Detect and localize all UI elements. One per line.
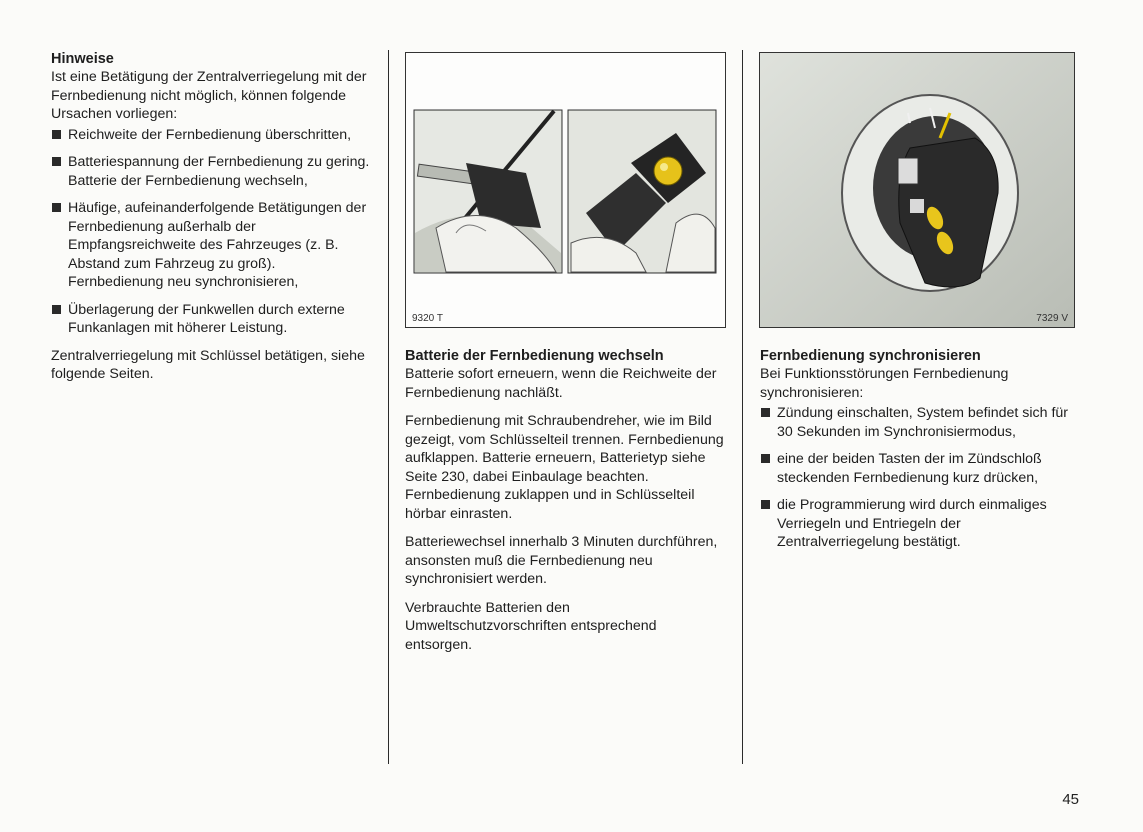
battery-change-heading: Batterie der Fernbedienung wechseln: [405, 348, 664, 364]
column-divider-right: [742, 50, 743, 764]
left-column: [51, 50, 374, 394]
page-number: 45: [1062, 791, 1079, 808]
notes-bullet: Häufige, aufeinanderfolgende Betätigungen der Fernbedienung außerhalb der Empfangsreichweite des Fahrzeuges (z. B. Abstand zum Fahrzeug zu groß). Fernbedienung neu synchronisieren,: [51, 199, 374, 292]
column-divider-left: [388, 50, 389, 764]
synchronize-figure: [759, 52, 1075, 328]
battery-paragraph: Batterie sofort erneuern, wenn die Reichweite der Fernbedienung nachläßt.: [405, 366, 717, 401]
battery-change-illustration: [406, 53, 725, 327]
battery-paragraph: Batteriewechsel innerhalb 3 Minuten durchführen, ansonsten muß die Fernbedienung neu synchronisiert werden.: [405, 534, 718, 587]
battery-paragraph: Verbrauchte Batterien den Umweltschutzvorschriften entsprechend entsorgen.: [405, 599, 657, 653]
synchronize-intro: Bei Funktionsstörungen Fernbedienung synchronisieren:: [760, 366, 1009, 401]
synchronize-bullet-list: [760, 404, 1078, 552]
battery-change-figure: [405, 52, 726, 328]
notes-bullet: Reichweite der Fernbedienung überschritten,: [51, 126, 374, 145]
notes-bullet: Batteriespannung der Fernbedienung zu gering. Batterie der Fernbedienung wechseln,: [51, 153, 374, 190]
synchronize-bullet: die Programmierung wird durch einmaliges Verriegeln und Entriegeln der Zentralverriegelung bestätigt.: [760, 496, 1078, 552]
middle-column: [405, 347, 725, 664]
ignition-key-illustration: [760, 53, 1074, 327]
notes-heading: Hinweise: [51, 51, 114, 67]
battery-paragraph: Fernbedienung mit Schraubendreher, wie im Bild gezeigt, vom Schlüsselteil trennen. Fernbedienung aufklappen. Batterie erneuern, Batterietyp siehe Seite 230, dabei Einbaulage beachten. Fernbedienung zuklappen und in Schlüsselteil hörbar einrasten.: [405, 413, 724, 522]
synchronize-bullet: eine der beiden Tasten der im Zündschloß steckenden Fernbedienung kurz drücken,: [760, 450, 1078, 487]
right-column: [760, 347, 1078, 561]
synchronize-heading: Fernbedienung synchronisieren: [760, 348, 981, 364]
notes-intro: Ist eine Betätigung der Zentralverriegelung mit der Fernbedienung nicht möglich, können folgende Ursachen vorliegen:: [51, 69, 367, 122]
notes-bullet: Überlagerung der Funkwellen durch externe Funkanlagen mit höherer Leistung.: [51, 301, 374, 338]
synchronize-bullet: Zündung einschalten, System befindet sich für 30 Sekunden im Synchronisiermodus,: [760, 404, 1078, 441]
figure-code: 9320 T: [412, 313, 443, 324]
notes-bullet-list: [51, 126, 374, 338]
figure-code: 7329 V: [1036, 313, 1068, 324]
notes-closing: Zentralverriegelung mit Schlüssel betätigen, siehe folgende Seiten.: [51, 347, 365, 382]
